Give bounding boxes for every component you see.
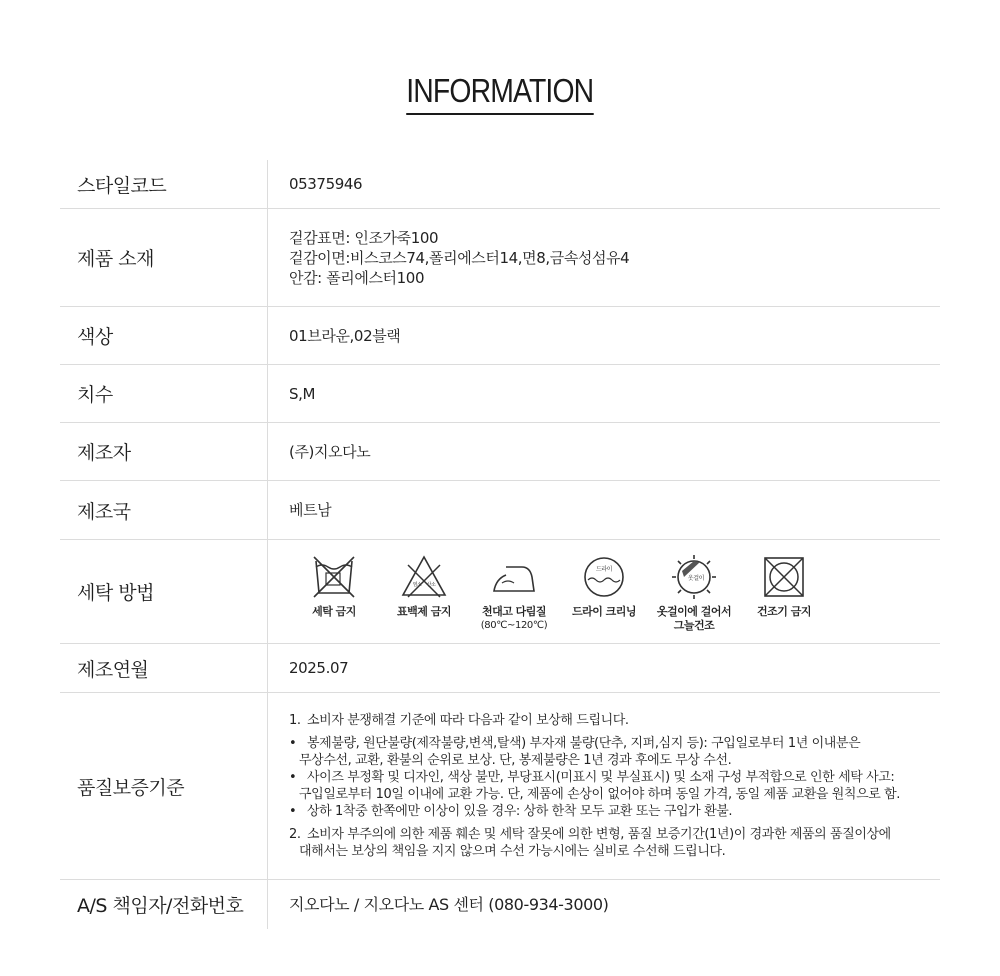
- wash-item-no-tumble: [739, 553, 829, 619]
- style-code-value: 05375946: [289, 175, 363, 193]
- title-wrap: [0, 72, 1000, 115]
- page-title: INFORMATION: [406, 72, 593, 115]
- country-value: 베트남: [289, 501, 332, 519]
- quality-continuation: [289, 786, 940, 803]
- row-value: [268, 880, 940, 929]
- quality-bullet: [289, 735, 940, 752]
- hanger-shade-dry-icon: [670, 553, 718, 601]
- num-marker: 1.: [289, 713, 301, 728]
- wash-label: 드라이 크리닝: [571, 604, 637, 618]
- row-label: 제품 소재: [60, 209, 268, 306]
- material-line: 겉감이면:비스코스74,폴리에스터14,면8,금속성섬유4: [289, 248, 630, 267]
- no-wash-icon: [310, 553, 358, 601]
- wash-sub-label: (80℃~120℃): [480, 619, 548, 631]
- color-value: 01브라운,02블랙: [289, 326, 401, 345]
- quality-bullet: [289, 769, 940, 786]
- row-maker: [60, 423, 940, 481]
- row-value: [268, 307, 940, 364]
- no-bleach-icon: [400, 553, 448, 601]
- row-country: [60, 481, 940, 540]
- row-quality: [60, 693, 940, 880]
- row-color: [60, 307, 940, 365]
- quality-item-1: [289, 712, 940, 729]
- row-label: 제조국: [60, 481, 268, 539]
- quality-text-line: 대해서는 보상의 책임을 지지 않으며 수선 가능시에는 실비로 수선해 드립니다.: [299, 844, 726, 859]
- quality-item-2: [289, 826, 940, 843]
- quality-continuation: [289, 752, 940, 769]
- material-line: 안감: 폴리에스터100: [289, 268, 425, 287]
- row-size: [60, 365, 940, 423]
- row-value: [268, 540, 940, 643]
- hanger-inner: 옷걸이: [687, 574, 705, 582]
- row-style-code: [60, 160, 940, 209]
- date-value: 2025.07: [289, 659, 349, 677]
- wash-label: 건조기 금지: [757, 604, 811, 618]
- row-date: [60, 644, 940, 693]
- quality-continuation: [289, 843, 940, 860]
- bullet-marker: •: [289, 770, 297, 785]
- bullet-marker: •: [289, 804, 297, 819]
- bleach-inner-2: 산소: [426, 581, 436, 588]
- wash-label: 표백제 금지: [397, 604, 451, 618]
- no-tumble-dry-icon: [760, 553, 808, 601]
- row-label: 제조자: [60, 423, 268, 480]
- iron-icon: [490, 553, 538, 601]
- row-label: 품질보증기준: [60, 693, 268, 879]
- quality-text-line: 상하 1착중 한쪽에만 이상이 있을 경우: 상하 한착 모두 교환 또는 구입가 환불.: [307, 804, 733, 819]
- bullet-marker: •: [289, 736, 297, 751]
- row-value: [268, 423, 940, 480]
- row-label: 제조연월: [60, 644, 268, 692]
- wash-item-no-wash: [289, 553, 379, 619]
- row-value: [268, 209, 940, 306]
- row-label: 색상: [60, 307, 268, 364]
- row-label: A/S 책임자/전화번호: [60, 880, 268, 929]
- wash-item-hang-dry: [649, 553, 739, 633]
- row-material: [60, 209, 940, 307]
- maker-value: (주)지오다노: [289, 442, 371, 461]
- quality-text-line: 봉제불량, 원단불량(제작불량,변색,탈색) 부자재 불량(단추, 지퍼,심지 등): 구입일로부터 1년 이내분은: [307, 736, 861, 751]
- wash-item-iron: [469, 553, 559, 632]
- quality-text-line: 소비자 분쟁해결 기준에 따라 다음과 같이 보상해 드립니다.: [307, 713, 629, 728]
- quality-text-line: 사이즈 부정확 및 디자인, 색상 불만, 부당표시(미표시 및 부실표시) 및 소재 구성 부적합으로 인한 세탁 사고:: [307, 770, 895, 785]
- dry-clean-inner: 드라이: [595, 565, 613, 573]
- dry-clean-icon: [580, 553, 628, 601]
- row-as: [60, 880, 940, 929]
- wash-label: 세탁 금지: [312, 604, 356, 618]
- wash-icons: [289, 551, 940, 633]
- material-line: 겉감표면: 인조가죽100: [289, 228, 439, 247]
- quality-text: [268, 693, 940, 879]
- row-label: 스타일코드: [60, 160, 268, 208]
- wash-label-2: 그늘건조: [673, 618, 715, 632]
- wash-label: 옷걸이에 걸어서: [656, 604, 732, 618]
- info-table: [60, 160, 940, 929]
- row-value: [268, 160, 940, 208]
- row-value: [268, 365, 940, 422]
- row-wash: [60, 540, 940, 644]
- as-value: 지오다노 / 지오다노 AS 센터 (080-934-3000): [289, 894, 609, 914]
- num-marker: 2.: [289, 827, 301, 842]
- row-label: 세탁 방법: [60, 540, 268, 643]
- row-value: [268, 644, 940, 692]
- quality-bullet: [289, 803, 940, 820]
- size-value: S,M: [289, 384, 316, 403]
- wash-label: 천대고 다림질: [481, 604, 547, 618]
- bleach-inner-1: 염소: [412, 581, 422, 588]
- wash-item-no-bleach: [379, 553, 469, 619]
- wash-item-dry-clean: [559, 553, 649, 619]
- quality-text-line: 소비자 부주의에 의한 제품 훼손 및 세탁 잘못에 의한 변형, 품질 보증기간(1년)이 경과한 제품의 품질이상에: [307, 827, 891, 842]
- row-label: 치수: [60, 365, 268, 422]
- row-value: [268, 481, 940, 539]
- quality-text-line: 구입일로부터 10일 이내에 교환 가능. 단, 제품에 손상이 없어야 하며 동일 가격, 동일 제품 교환을 원칙으로 함.: [299, 787, 901, 802]
- quality-text-line: 무상수선, 교환, 환불의 순위로 보상. 단, 봉제불량은 1년 경과 후에도 무상 수선.: [299, 753, 732, 768]
